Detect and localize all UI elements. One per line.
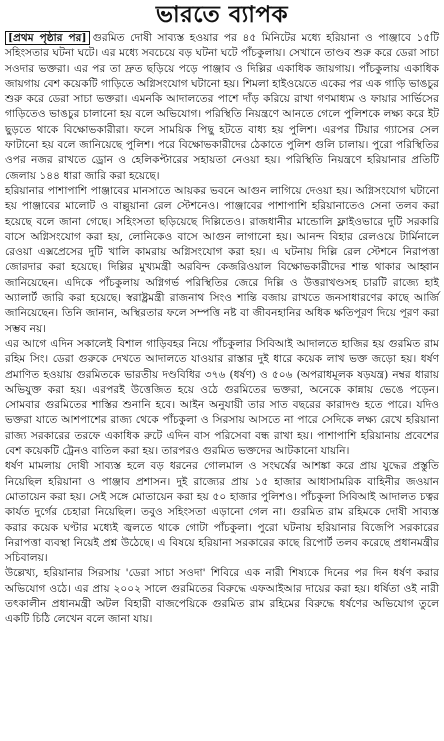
paragraph-3: এর আগে এদিন সকালেই বিশাল গাড়িবহর নিয়ে পাঁচকুলার সিবিআই আদালতে হাজির হয় গুরমিত রাম রহিম সিং। ডেরা গুরুকে দেখতে আদালতে যাওয়ার রাস্তার দুই ধারে কয়েক লাখ ভক্ত জড়ো হয়। ধর্ষণ প্রমাণিত হওয়ায় গুরমিতকে ভারতীয় দণ্ডবিধির ৩৭৬ (ধর্ষণ) ও ৫০৬ (অপরাধমূলক ষড়যন্ত্র) নম্বর ধারায় অভিযুক্ত করা হয়। এরপরই উত্তেজিত হয়ে ওঠে গুরমিতের ভক্তরা, অনেকে কান্নায় ভেঙে পড়েন। সোমবার গুরমিতের শাস্তির শুনানি হবে। আইন অনুযায়ী তার সাত বছরের কারাদণ্ড হতে পারে। যদিও ভক্তরা যাতে আশপাশের রাজ্য থেকে পাঁচকুলা ও সিরসায় আসতে না পারে সেদিকে লক্ষ্য রেখে হরিয়ানা রাজ্য সরকারের তরফে একাধিক রুটে এদিন বাস পরিসেবা বন্ধ রাখা হয়। পাশাপাশি হরিয়ানায় প্রবেশের বেশ কয়েকটি ট্রেনও বাতিল করা হয়। তারপরও গুরমিত ভক্তদের আটকানো যায়নি। [5,337,439,458]
article-body [5,31,439,628]
paragraph-text: গুরমিত দোষী সাব্যস্ত হওয়ার পর ৪৫ মিনিটের মধ্যে হরিয়ানা ও পাঞ্জাবে ১৫টি সহিংসতার ঘটনা ঘটে। এর মধ্যে সবচেয়ে বড় ঘটনা ঘটে পাঁচকুলায়। সেখানে তাণ্ডব শুরু করে ডেরা সাচা সওদার ভক্তরা। এর পর তা দ্রুত ছড়িয়ে পড়ে পাঞ্জাব ও দিল্লির একাধিক জায়গায়। পাঁচকুলায় একাধিক জায়গায় বেশ কয়েকটি গাড়িতে অগ্নিসংযোগ ঘটানো হয়। শিমলা হাইওয়েতে একের পর এক গাড়ি ভাঙচুর শুরু করে ডেরা সাচা ভক্তরা। এমনকি আদালতের পাশে দাঁড় করিয়ে রাখা গণমাধ্যম ও ফায়ার সার্ভিসের গাড়িতেও ভাঙচুর চালানো হয় বলে অভিযোগ। পরিস্থিতি নিয়ন্ত্রণে আনতে গেলে পুলিশকে লক্ষ্য করে ইট ছুড়তে থাকে বিক্ষোভকারীরা। ফলে সাময়িক পিছু হটতে বাধ্য হয় পুলিশ। এরপর টিয়ার গ্যাসের সেল ফাটানো হয় বলে জানিয়েছে পুলিশ। পরে বিক্ষোভকারীদের ঠেকাতে পুলিশ গুলি চালায়। পুরো পরিস্থিতির ওপর নজর রাখতে ড্রোন ও হেলিকপ্টারের সহায়তা নেওয়া হয়। পরিস্থিতি নিয়ন্ত্রণে হরিয়ানার প্রতিটি জেলায় ১৪৪ ধারা জারি করা হয়েছে। [5,32,440,182]
paragraph-1 [5,31,439,184]
continued-from-front-page-label: [প্রথম পৃষ্ঠার পর] [5,31,90,45]
paragraph-4: ধর্ষণ মামলায় দোষী সাব্যস্ত হলে বড় ধরনের গোলমাল ও সংঘর্ষের আশঙ্কা করে প্রায় যুদ্ধের প্রস্তুতি নিয়েছিল হরিয়ানা ও পাঞ্জাব প্রশাসন। দুই রাজ্যের প্রায় ১৫ হাজার আধাসামরিক বাহিনীর জওয়ান মোতায়েন করা হয়। সেই সঙ্গে মোতায়েন করা হয় ৫০ হাজার পুলিশও। পাঁচকুলা সিবিআই আদালত চত্বর কার্যত দুর্গের চেহারা নিয়েছিল। তবুও সহিংসতা এড়ানো গেল না। গুরমিত রাম রহিমকে দোষী সাব্যস্ত করার কয়েক ঘণ্টার মধ্যেই জ্বলতে থাকে গোটা পাঁচকুলা। পুরো ঘটনায় হরিয়ানার বিজেপি সরকারের নিরাপত্তা ব্যবস্থা নিয়েই প্রশ্ন উঠেছে। এ বিষয়ে হরিয়ানা সরকারের কাছে রিপোর্ট তলব করেছে প্রধানমন্ত্রীর সচিবালয়। [5,460,439,565]
paragraph-2: হরিয়ানার পাশাপাশি পাঞ্জাবের মানসাতে আয়কর ভবনে আগুন লাগিয়ে দেওয়া হয়। অগ্নিসংযোগ ঘটানো হয় পাঞ্জাবের মালোট ও বাল্লুয়ানা রেল স্টেশনেও। পাঞ্জাবের পাশাপাশি হরিয়ানাতেও সেনা তলব করা হয়েছে বলে জানা গেছে। সহিংসতা ছড়িয়েছে দিল্লিতেও। রাজধানীর মান্ডোলি ফ্লাইওভারে দুটি সরকারি বাসে অগ্নিসংযোগ করা হয়, লোনিকেও বাসে আগুন লাগানো হয়। আনন্দ বিহার রেলওয়ে টার্মিনালে রেওয়া এক্সপ্রেসের দুটি খালি কামরায় অগ্নিসংযোগ করা হয়। এ ঘটনায় দিল্লি রেল স্টেশনে নিরাপত্তা জোরদার করা হয়েছে। দিল্লির মুখ্যমন্ত্রী অরবিন্দ কেজরিওয়াল বিক্ষোভকারীদের শান্ত থাকার আহ্বান জানিয়েছেন। এদিকে পাঁচকুলায় অগ্নিগর্ভ পরিস্থিতির জেরে দিল্লি ও উত্তরাখণ্ডসহ চারটি রাজ্যে হাই অ্যালার্ট জারি করা হয়েছে। স্বরাষ্ট্রমন্ত্রী রাজনাথ সিংও শান্তি বজায় রাখতে জনসাধারণের কাছে আর্জি জানিয়েছেন। তিনি জানান, অস্থিরতার ফলে সম্পত্তি নষ্ট বা জীবনহানির অধিক ক্ষতিপূরণ দিয়ে পূরণ করা সম্ভব নয়। [5,184,439,335]
paragraph-5: উল্লেখ্য, হরিয়ানার সিরসায় 'ডেরা সাচা সওদা' শিবিরে এক নারী শিষ্যকে দিনের পর দিন ধর্ষণ করার অভিযোগ ওঠে। এর প্রায় ২০০২ সালে গুরমিতের বিরুদ্ধে এফআইআর দায়ের করা হয়। ধর্ষিতা ওই নারী তৎকালীন প্রধানমন্ত্রী অটল বিহারী বাজপেয়িকে গুরমিত রাম রহিমের বিরুদ্ধে ধর্ষণের অভিযোগ তুলে একটি চিঠি লেখেন বলে জানা যায়। [5,567,439,626]
headline: ভারতে ব্যাপক [155,2,289,28]
